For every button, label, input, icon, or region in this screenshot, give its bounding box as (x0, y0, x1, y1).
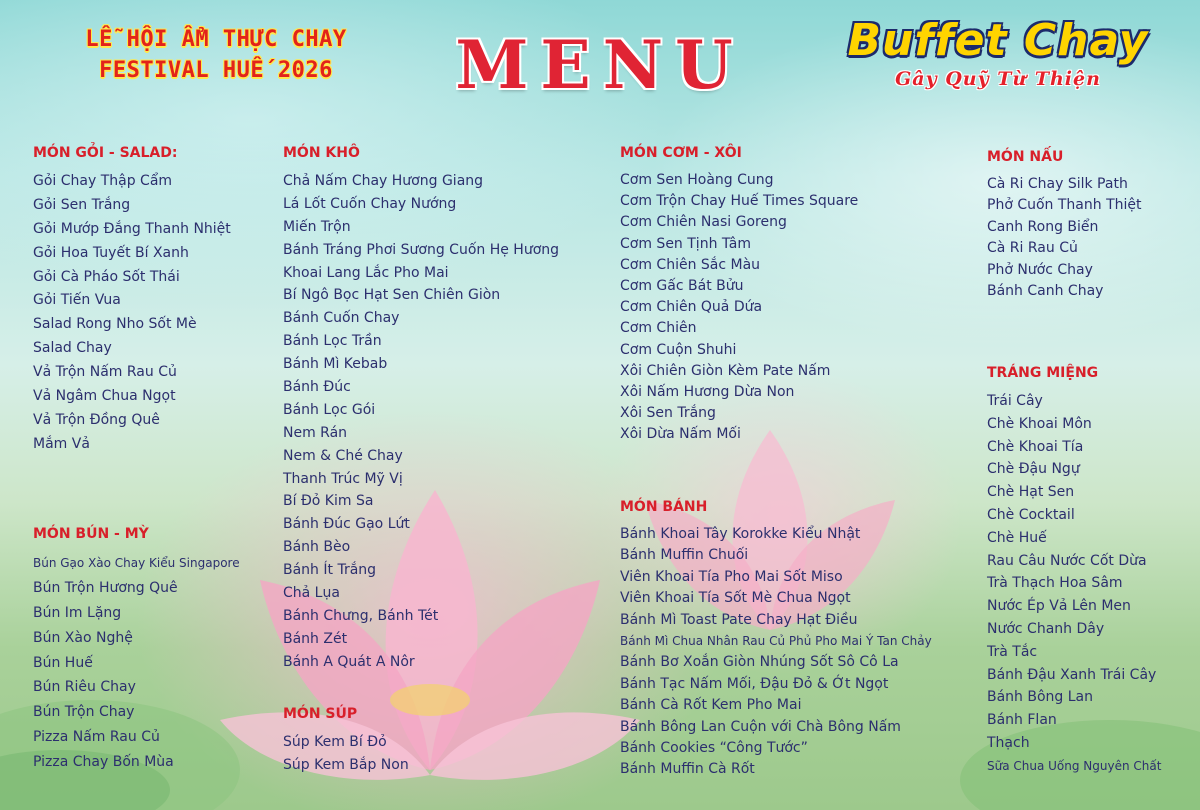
menu-item: Bún Riêu Chay (33, 679, 136, 696)
festival-title-line1: LỄ HỘI ẨM THỰC CHAY (85, 27, 347, 52)
menu-item: Pizza Chay Bốn Mùa (33, 754, 174, 771)
section-title: MÓN SÚP (283, 706, 358, 722)
menu-item: Bánh Chưng, Bánh Tét (283, 607, 439, 624)
menu-item: Bánh Bèo (283, 539, 351, 556)
menu-item: Bánh Cà Rốt Kem Pho Mai (620, 697, 802, 714)
festival-title-line2: FESTIVAL HUẾ 2026 (99, 58, 333, 83)
menu-item: Gỏi Mướp Đắng Thanh Nhiệt (33, 220, 231, 237)
menu-item-list (283, 731, 409, 777)
menu-item: Nước Chanh Dây (987, 620, 1105, 637)
menu-item: Bánh Đúc Gạo Lứt (283, 516, 410, 533)
menu-item: Súp Kem Bắp Non (283, 757, 409, 773)
menu-item: Bánh Tráng Phơi Sương Cuốn Hẹ Hương (283, 241, 560, 258)
menu-item: Bún Trộn Hương Quê (33, 579, 178, 596)
menu-item: Salad Rong Nho Sốt Mè (33, 316, 197, 333)
menu-item: Cà Ri Rau Củ (987, 240, 1078, 257)
menu-item: Gỏi Sen Trắng (33, 196, 131, 213)
menu-item: Cơm Trộn Chay Huế Times Square (620, 193, 859, 210)
menu-item: Pizza Nấm Rau Củ (33, 729, 160, 746)
section-mon-banh (620, 498, 932, 781)
menu-item: Mắm Vả (33, 435, 90, 452)
menu-item: Chè Cocktail (987, 506, 1075, 523)
menu-item: Bún Xào Nghệ (33, 629, 133, 646)
menu-item: Bánh Lọc Trần (283, 333, 382, 350)
menu-item: Viên Khoai Tía Sốt Mè Chua Ngọt (620, 590, 851, 607)
section-title: MÓN GỎI - SALAD: (33, 145, 178, 161)
menu-item: Vả Ngâm Chua Ngọt (33, 388, 176, 405)
menu-item: Salad Chay (33, 340, 112, 357)
menu-item: Bánh Mì Kebab (283, 356, 388, 373)
menu-item: Gỏi Chay Thập Cẩm (33, 173, 173, 189)
menu-item: Gỏi Cà Pháo Sốt Thái (33, 268, 180, 285)
menu-item: Trái Cây (987, 393, 1043, 409)
menu-item-list (620, 170, 858, 445)
menu-item: Bánh Muffin Chuối (620, 547, 749, 564)
menu-item: Vả Trộn Đồng Quê (33, 411, 160, 428)
menu-item: Vả Trộn Nấm Rau Củ (33, 364, 177, 381)
section-title: MÓN KHÔ (283, 145, 360, 161)
menu-item: Súp Kem Bí Đỏ (283, 734, 387, 750)
section-mon-sup (283, 705, 409, 777)
menu-item: Gỏi Hoa Tuyết Bí Xanh (33, 244, 189, 261)
menu-item: Bánh Mì Chua Nhân Rau Củ Phủ Pho Mai Ý Tan Chảy (620, 633, 932, 648)
menu-item: Bánh Zét (283, 630, 348, 647)
section-title: TRÁNG MIỆNG (987, 365, 1099, 381)
menu-item: Bánh Tạc Nấm Mối, Đậu Đỏ & Ớt Ngọt (620, 675, 889, 692)
menu-item: Bánh Muffin Cà Rốt (620, 761, 755, 778)
menu-item-list (33, 170, 231, 457)
menu-item: Bánh Flan (987, 712, 1057, 729)
section-title: MÓN BÁNH (620, 499, 708, 515)
section-title: MÓN CƠM - XÔI (620, 145, 742, 161)
menu-item: Thạch (987, 734, 1030, 751)
menu-item: Chả Lụa (283, 585, 340, 602)
menu-item: Bí Đỏ Kim Sa (283, 493, 374, 510)
menu-item: Nem & Ché Chay (283, 447, 403, 464)
section-mon-kho (283, 144, 559, 674)
section-com-xoi (620, 144, 858, 445)
menu-item: Cà Ri Chay Silk Path (987, 176, 1128, 192)
menu-item: Viên Khoai Tía Pho Mai Sốt Miso (620, 568, 843, 585)
menu-item-list (33, 551, 240, 775)
menu-item: Bánh Đúc (283, 379, 351, 396)
menu-item: Cơm Chiên Nasi Goreng (620, 214, 787, 231)
menu-item: Trà Tắc (987, 643, 1038, 660)
menu-item: Chè Hạt Sen (987, 484, 1075, 501)
menu-item: Xôi Dừa Nấm Mối (620, 426, 741, 443)
menu-item: Xôi Chiên Giòn Kèm Pate Nấm (620, 362, 831, 379)
menu-item: Chè Huế (987, 529, 1047, 546)
menu-item: Bánh Khoai Tây Korokke Kiểu Nhật (620, 526, 861, 542)
section-title: MÓN NẤU (987, 149, 1064, 165)
section-trang-mieng (987, 364, 1161, 778)
menu-item: Chè Khoai Môn (987, 415, 1092, 432)
menu-item-list (987, 174, 1142, 302)
menu-item-list (987, 390, 1161, 778)
menu-item: Nem Rán (283, 424, 348, 441)
menu-item: Bí Ngô Bọc Hạt Sen Chiên Giòn (283, 287, 501, 304)
menu-item: Bánh Bông Lan Cuộn với Chà Bông Nấm (620, 718, 901, 735)
menu-item: Bánh Bơ Xoắn Giòn Nhúng Sốt Sô Cô La (620, 654, 899, 671)
menu-item: Xôi Sen Trắng (620, 405, 716, 422)
menu-item: Cơm Sen Tịnh Tâm (620, 235, 752, 252)
menu-item-list (620, 524, 932, 781)
buffet-logo (808, 14, 1188, 90)
menu-heading: MENU (455, 26, 745, 104)
menu-item: Canh Rong Biển (987, 218, 1099, 235)
section-goi-salad (33, 144, 231, 457)
menu-item: Bánh Ít Trắng (283, 562, 377, 579)
menu-item: Phở Cuốn Thanh Thiệt (987, 197, 1142, 214)
menu-item: Chả Nấm Chay Hương Giang (283, 173, 484, 189)
menu-item: Phở Nước Chay (987, 261, 1093, 278)
menu-item: Thanh Trúc Mỹ Vị (283, 470, 403, 487)
menu-item: Bún Gạo Xào Chay Kiểu Singapore (33, 556, 240, 570)
menu-item-list (283, 170, 559, 674)
menu-item: Bánh Mì Toast Pate Chay Hạt Điều (620, 611, 858, 628)
menu-item: Sữa Chua Uống Nguyên Chất (987, 758, 1162, 773)
menu-item: Gỏi Tiến Vua (33, 292, 121, 309)
menu-item: Cơm Sen Hoàng Cung (620, 172, 774, 188)
menu-item: Nước Ép Vả Lên Men (987, 598, 1131, 615)
menu-item: Khoai Lang Lắc Pho Mai (283, 264, 449, 281)
festival-title (26, 24, 406, 86)
menu-item: Cơm Chiên Quả Dứa (620, 299, 763, 316)
menu-item: Chè Đậu Ngự (987, 461, 1080, 478)
menu-item: Cơm Chiên Sắc Màu (620, 256, 761, 273)
buffet-name: Buffet Chay (847, 15, 1149, 66)
menu-item: Rau Câu Nước Cốt Dừa (987, 552, 1147, 569)
menu-item: Cơm Cuộn Shuhi (620, 341, 737, 358)
menu-item: Cơm Chiên (620, 320, 697, 337)
menu-item: Trà Thạch Hoa Sâm (987, 575, 1123, 592)
section-title: MÓN BÚN - MỲ (33, 526, 149, 542)
menu-item: Chè Khoai Tía (987, 438, 1084, 455)
menu-item: Bánh Bông Lan (987, 689, 1094, 706)
menu-item: Bánh A Quát A Nôr (283, 653, 415, 670)
menu-item: Bún Huế (33, 654, 93, 671)
menu-item: Miến Trộn (283, 218, 351, 235)
menu-item: Cơm Gấc Bát Bửu (620, 277, 744, 294)
menu-item: Xôi Nấm Hương Dừa Non (620, 383, 795, 400)
menu-item: Bánh Cookies “Công Tước” (620, 739, 808, 756)
section-mon-nau (987, 148, 1142, 302)
menu-item: Bún Trộn Chay (33, 704, 135, 721)
buffet-subtitle: Gây Quỹ Từ Thiện (895, 68, 1101, 90)
menu-item: Bánh Lọc Gói (283, 401, 376, 418)
menu-item: Bánh Đậu Xanh Trái Cây (987, 666, 1157, 683)
menu-item: Bánh Canh Chay (987, 282, 1104, 299)
section-bun-my (33, 525, 240, 775)
menu-item: Bún Im Lặng (33, 604, 122, 621)
menu-item: Bánh Cuốn Chay (283, 310, 400, 327)
menu-item: Lá Lốt Cuốn Chay Nướng (283, 195, 457, 212)
